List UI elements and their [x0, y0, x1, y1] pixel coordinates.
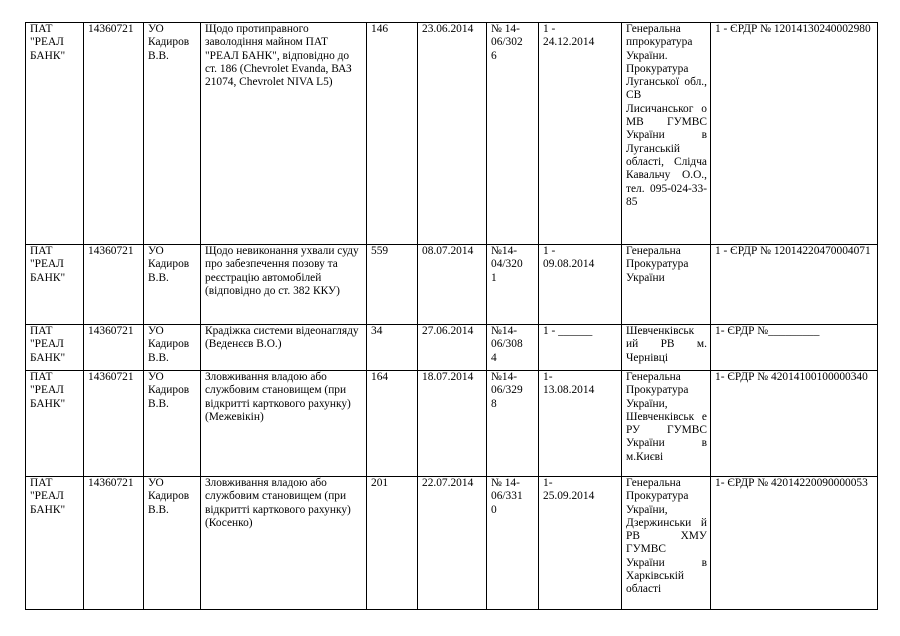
amount-cell: 34 — [367, 325, 418, 371]
response-cell: 1 - 09.08.2014 — [539, 245, 622, 325]
code-cell: 14360721 — [84, 245, 144, 325]
code-cell: 14360721 — [84, 371, 144, 477]
outgoing-number-cell: № 14- 06/331 0 — [487, 477, 539, 610]
subject-cell: Зловживання владою або службовим становищем (при відкритті карткового рахунку)(Косенко) — [201, 477, 367, 610]
code-cell: 14360721 — [84, 23, 144, 245]
date-cell: 08.07.2014 — [418, 245, 487, 325]
authority-cell: Генеральна Прокуратура України, Шевченківськ е РУ ГУМВС України в м.Києві — [622, 371, 711, 477]
response-cell: 1 - 24.12.2014 — [539, 23, 622, 245]
outgoing-number-cell: №14- 06/308 4 — [487, 325, 539, 371]
department-cell: УО Кадиров В.В. — [144, 245, 201, 325]
erdr-cell: 1 - ЄРДР № 12014130240002980 — [711, 23, 878, 245]
amount-cell: 559 — [367, 245, 418, 325]
department-cell: УО Кадиров В.В. — [144, 325, 201, 371]
authority-cell: Генеральна ппрокуратура України. Прокуратура Луганської обл., СВ Лисичанськог о МВ ГУМВС України в Луганській області, Слідча Кавальчу О.О., тел. 095-024-33-85 — [622, 23, 711, 245]
table-row — [26, 23, 878, 245]
date-cell: 18.07.2014 — [418, 371, 487, 477]
subject-cell: Зловживання владою або службовим становищем (при відкритті карткового рахунку)(Межевікін) — [201, 371, 367, 477]
subject-cell: Щодо протиправного заволодіння майном ПАТ "РЕАЛ БАНК", відповідно до ст. 186 (Chevrolet Evanda, ВАЗ 21074, Chevrolet NIVA L5) — [201, 23, 367, 245]
bank-cell: ПАТ "РЕАЛ БАНК" — [26, 325, 84, 371]
erdr-cell: 1- ЄРДР № 42014220090000053 — [711, 477, 878, 610]
code-cell: 14360721 — [84, 477, 144, 610]
outgoing-number-cell: №14- 04/320 1 — [487, 245, 539, 325]
amount-cell: 201 — [367, 477, 418, 610]
department-cell: УО Кадиров В.В. — [144, 371, 201, 477]
department-cell: УО Кадиров В.В. — [144, 477, 201, 610]
table-row — [26, 245, 878, 325]
cases-table — [25, 22, 878, 610]
amount-cell: 146 — [367, 23, 418, 245]
date-cell: 27.06.2014 — [418, 325, 487, 371]
erdr-cell: 1 - ЄРДР № 12014220470004071 — [711, 245, 878, 325]
outgoing-number-cell: № 14- 06/302 6 — [487, 23, 539, 245]
response-cell: 1- 25.09.2014 — [539, 477, 622, 610]
outgoing-number-cell: №14- 06/329 8 — [487, 371, 539, 477]
subject-cell: Щодо невиконання ухвали суду про забезпечення позову та реєстрацію автомобілей (відповідно до ст. 382 ККУ) — [201, 245, 367, 325]
response-cell: 1- 13.08.2014 — [539, 371, 622, 477]
bank-cell: ПАТ "РЕАЛ БАНК" — [26, 371, 84, 477]
table-row — [26, 371, 878, 477]
table-row — [26, 477, 878, 610]
authority-cell: Шевченківськ ий РВ м. Чернівці — [622, 325, 711, 371]
authority-cell: Генеральна Прокуратура України — [622, 245, 711, 325]
amount-cell: 164 — [367, 371, 418, 477]
table-row — [26, 325, 878, 371]
code-cell: 14360721 — [84, 325, 144, 371]
authority-cell: Генеральна Прокуратура України, Дзержинськи й РВ ХМУ ГУМВС України в Харківській області — [622, 477, 711, 610]
bank-cell: ПАТ "РЕАЛ БАНК" — [26, 245, 84, 325]
date-cell: 23.06.2014 — [418, 23, 487, 245]
response-cell: 1 - ______ — [539, 325, 622, 371]
bank-cell: ПАТ "РЕАЛ БАНК" — [26, 23, 84, 245]
erdr-cell: 1- ЄРДР № 42014100100000340 — [711, 371, 878, 477]
subject-cell: Крадіжка системи відеонагляду (Веденєєв В.О.) — [201, 325, 367, 371]
date-cell: 22.07.2014 — [418, 477, 487, 610]
erdr-cell: 1- ЄРДР №_________ — [711, 325, 878, 371]
department-cell: УО Кадиров В.В. — [144, 23, 201, 245]
bank-cell: ПАТ "РЕАЛ БАНК" — [26, 477, 84, 610]
